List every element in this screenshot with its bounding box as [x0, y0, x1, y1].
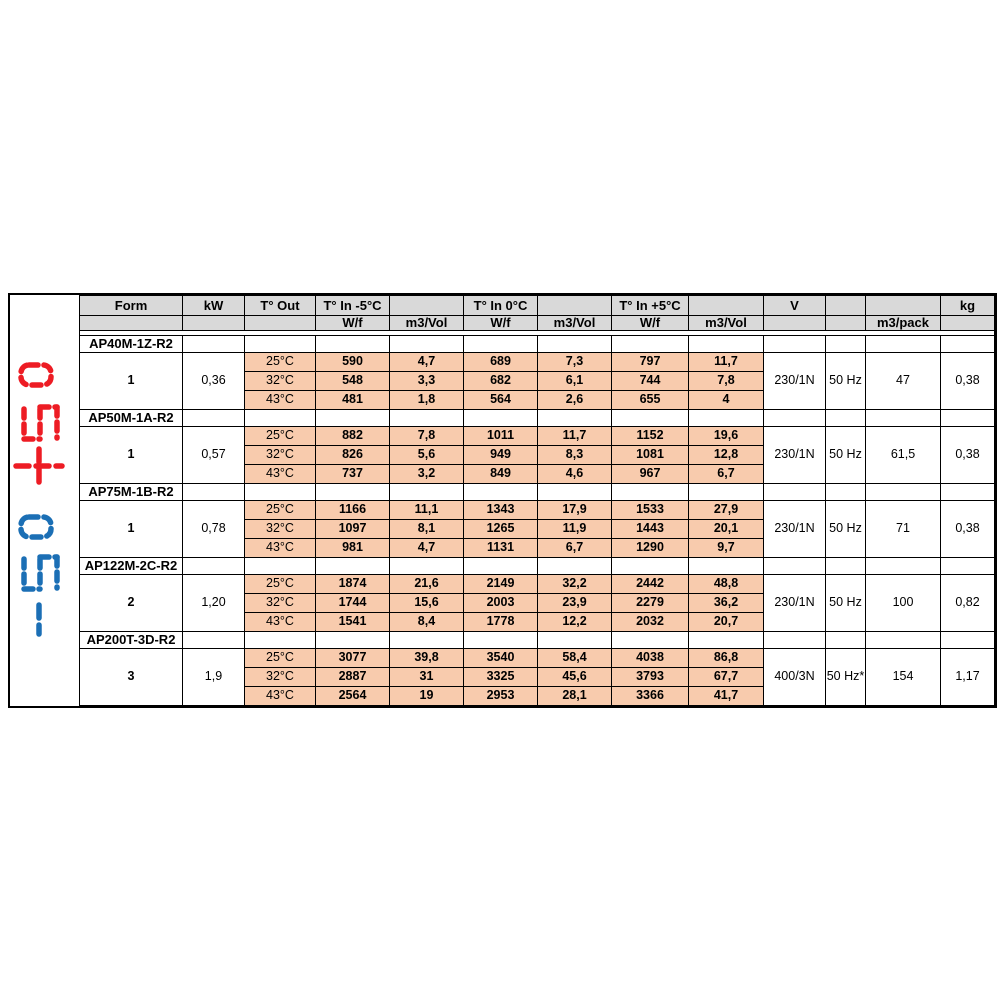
m3pack-cell: 154	[866, 648, 941, 705]
wf-minus5-cell: 2887	[316, 667, 390, 686]
wf-0-cell: 1131	[464, 538, 538, 557]
model-row-empty-cell	[390, 483, 464, 500]
kg-cell: 0,38	[941, 352, 995, 409]
model-row	[80, 557, 995, 574]
header-cell: T° In +5°C	[612, 296, 689, 316]
wf-minus5-cell: 481	[316, 390, 390, 409]
m3vol-plus5-cell: 12,8	[689, 445, 764, 464]
wf-plus5-cell: 2279	[612, 593, 689, 612]
kw-cell: 0,36	[183, 352, 245, 409]
t-out-cell: 43°C	[245, 686, 316, 705]
model-row-empty-cell	[464, 409, 538, 426]
voltage-cell: 230/1N	[764, 426, 826, 483]
t-out-cell: 25°C	[245, 574, 316, 593]
voltage-cell: 230/1N	[764, 574, 826, 631]
model-name-cell: AP50M-1A-R2	[80, 409, 183, 426]
spec-table-body	[80, 330, 995, 705]
m3vol-0-cell: 4,6	[538, 464, 612, 483]
m3pack-cell: 47	[866, 352, 941, 409]
model-row-empty-cell	[464, 335, 538, 352]
model-row-empty-cell	[538, 631, 612, 648]
header-cell: m3/Vol	[538, 316, 612, 331]
wf-plus5-cell: 2442	[612, 574, 689, 593]
header-cell-empty	[538, 296, 612, 316]
model-row-empty-cell	[689, 409, 764, 426]
t-out-cell: 43°C	[245, 538, 316, 557]
header-cell: m3/Vol	[390, 316, 464, 331]
degree-symbol	[21, 365, 51, 385]
header-cell: W/f	[464, 316, 538, 331]
frequency-cell: 50 Hz	[826, 574, 866, 631]
form-cell: 1	[80, 426, 183, 483]
temp-row	[80, 648, 995, 667]
header-cell-empty	[80, 316, 183, 331]
form-cell: 1	[80, 500, 183, 557]
model-row-empty-cell	[245, 409, 316, 426]
model-name-cell: AP200T-3D-R2	[80, 631, 183, 648]
model-row-empty-cell	[390, 409, 464, 426]
m3vol-0-cell: 23,9	[538, 593, 612, 612]
header-cell: kg	[941, 296, 995, 316]
m3vol-0-cell: 6,1	[538, 371, 612, 390]
m3vol-0-cell: 7,3	[538, 352, 612, 371]
kw-cell: 1,20	[183, 574, 245, 631]
model-row	[80, 409, 995, 426]
voltage-cell: 230/1N	[764, 352, 826, 409]
header-cell: W/f	[612, 316, 689, 331]
header-cell-empty	[764, 316, 826, 331]
model-row-empty-cell	[245, 335, 316, 352]
model-row-empty-cell	[689, 335, 764, 352]
model-row-empty-cell	[464, 557, 538, 574]
model-row-empty-cell	[316, 631, 390, 648]
m3vol-plus5-cell: 20,1	[689, 519, 764, 538]
header-cell-empty	[826, 316, 866, 331]
m3vol-plus5-cell: 4	[689, 390, 764, 409]
wf-0-cell: 682	[464, 371, 538, 390]
m3vol-0-cell: 32,2	[538, 574, 612, 593]
frequency-cell: 50 Hz	[826, 426, 866, 483]
wf-plus5-cell: 1443	[612, 519, 689, 538]
m3vol-minus5-cell: 21,6	[390, 574, 464, 593]
frequency-cell: 50 Hz	[826, 352, 866, 409]
m3vol-0-cell: 17,9	[538, 500, 612, 519]
model-row	[80, 631, 995, 648]
m3vol-0-cell: 12,2	[538, 612, 612, 631]
model-row-empty-cell	[826, 409, 866, 426]
model-row-empty-cell	[538, 409, 612, 426]
kw-cell: 1,9	[183, 648, 245, 705]
wf-plus5-cell: 744	[612, 371, 689, 390]
wf-0-cell: 2149	[464, 574, 538, 593]
kg-cell: 0,38	[941, 426, 995, 483]
model-row-empty-cell	[538, 483, 612, 500]
model-row-empty-cell	[464, 631, 538, 648]
header-cell: Form	[80, 296, 183, 316]
wf-minus5-cell: 590	[316, 352, 390, 371]
m3vol-minus5-cell: 8,4	[390, 612, 464, 631]
model-row-empty-cell	[941, 335, 995, 352]
model-row-empty-cell	[183, 557, 245, 574]
form-cell: 3	[80, 648, 183, 705]
wf-plus5-cell: 1290	[612, 538, 689, 557]
m3vol-minus5-cell: 7,8	[390, 426, 464, 445]
model-row-empty-cell	[316, 409, 390, 426]
wf-0-cell: 2003	[464, 593, 538, 612]
wf-minus5-cell: 2564	[316, 686, 390, 705]
model-row-empty-cell	[464, 483, 538, 500]
m3vol-minus5-cell: 4,7	[390, 352, 464, 371]
m3vol-0-cell: 11,7	[538, 426, 612, 445]
t-out-cell: 25°C	[245, 352, 316, 371]
plus-5-degrees-icon	[13, 361, 65, 489]
header-cell: m3/Vol	[689, 316, 764, 331]
model-row-empty-cell	[764, 557, 826, 574]
model-row-empty-cell	[245, 631, 316, 648]
wf-0-cell: 3325	[464, 667, 538, 686]
m3vol-minus5-cell: 19	[390, 686, 464, 705]
temperature-range-strip	[10, 295, 79, 706]
degree-symbol	[21, 517, 51, 537]
model-row-empty-cell	[866, 335, 941, 352]
model-row-empty-cell	[183, 631, 245, 648]
m3pack-cell: 100	[866, 574, 941, 631]
model-row-empty-cell	[941, 557, 995, 574]
wf-0-cell: 689	[464, 352, 538, 371]
t-out-cell: 25°C	[245, 648, 316, 667]
header-cell: m3/pack	[866, 316, 941, 331]
kg-cell: 1,17	[941, 648, 995, 705]
m3vol-minus5-cell: 5,6	[390, 445, 464, 464]
wf-plus5-cell: 797	[612, 352, 689, 371]
digit-5	[24, 407, 57, 439]
wf-minus5-cell: 1097	[316, 519, 390, 538]
model-row-empty-cell	[245, 557, 316, 574]
model-row-empty-cell	[316, 557, 390, 574]
m3vol-minus5-cell: 3,3	[390, 371, 464, 390]
header-cell: T° In 0°C	[464, 296, 538, 316]
m3vol-minus5-cell: 1,8	[390, 390, 464, 409]
header-cell-empty	[826, 296, 866, 316]
m3vol-plus5-cell: 86,8	[689, 648, 764, 667]
voltage-cell: 230/1N	[764, 500, 826, 557]
wf-minus5-cell: 882	[316, 426, 390, 445]
model-row-empty-cell	[689, 557, 764, 574]
wf-0-cell: 849	[464, 464, 538, 483]
m3vol-plus5-cell: 6,7	[689, 464, 764, 483]
m3vol-plus5-cell: 20,7	[689, 612, 764, 631]
m3pack-cell: 61,5	[866, 426, 941, 483]
form-cell: 1	[80, 352, 183, 409]
m3vol-0-cell: 8,3	[538, 445, 612, 464]
wf-minus5-cell: 3077	[316, 648, 390, 667]
model-row-empty-cell	[538, 335, 612, 352]
model-row-empty-cell	[866, 483, 941, 500]
m3vol-minus5-cell: 8,1	[390, 519, 464, 538]
model-row-empty-cell	[866, 557, 941, 574]
header-cell-empty	[866, 296, 941, 316]
model-row-empty-cell	[245, 483, 316, 500]
m3vol-minus5-cell: 4,7	[390, 538, 464, 557]
m3vol-0-cell: 2,6	[538, 390, 612, 409]
model-row-empty-cell	[764, 631, 826, 648]
kw-cell: 0,57	[183, 426, 245, 483]
model-row-empty-cell	[941, 631, 995, 648]
kg-cell: 0,82	[941, 574, 995, 631]
m3vol-plus5-cell: 48,8	[689, 574, 764, 593]
model-row-empty-cell	[866, 631, 941, 648]
t-out-cell: 32°C	[245, 445, 316, 464]
model-row-empty-cell	[390, 335, 464, 352]
t-out-cell: 25°C	[245, 500, 316, 519]
model-row-empty-cell	[390, 631, 464, 648]
m3vol-0-cell: 11,9	[538, 519, 612, 538]
model-name-cell: AP75M-1B-R2	[80, 483, 183, 500]
model-row-empty-cell	[183, 335, 245, 352]
model-row-empty-cell	[941, 483, 995, 500]
wf-0-cell: 3540	[464, 648, 538, 667]
model-row-empty-cell	[612, 409, 689, 426]
header-row-2	[80, 316, 995, 331]
spec-table-head	[80, 296, 995, 331]
wf-0-cell: 2953	[464, 686, 538, 705]
model-row-empty-cell	[689, 483, 764, 500]
m3vol-plus5-cell: 67,7	[689, 667, 764, 686]
header-cell-empty	[245, 316, 316, 331]
m3vol-plus5-cell: 41,7	[689, 686, 764, 705]
t-out-cell: 25°C	[245, 426, 316, 445]
model-row-empty-cell	[183, 483, 245, 500]
header-cell-empty	[183, 316, 245, 331]
model-row-empty-cell	[826, 483, 866, 500]
m3vol-plus5-cell: 19,6	[689, 426, 764, 445]
t-out-cell: 32°C	[245, 593, 316, 612]
model-row-empty-cell	[612, 483, 689, 500]
wf-plus5-cell: 3366	[612, 686, 689, 705]
header-cell: T° In -5°C	[316, 296, 390, 316]
m3vol-plus5-cell: 36,2	[689, 593, 764, 612]
wf-0-cell: 1011	[464, 426, 538, 445]
header-row-1	[80, 296, 995, 316]
m3vol-plus5-cell: 27,9	[689, 500, 764, 519]
model-name-cell: AP40M-1Z-R2	[80, 335, 183, 352]
wf-0-cell: 1778	[464, 612, 538, 631]
t-out-cell: 32°C	[245, 371, 316, 390]
digit-5	[24, 557, 57, 589]
wf-plus5-cell: 967	[612, 464, 689, 483]
m3vol-minus5-cell: 39,8	[390, 648, 464, 667]
model-row-empty-cell	[826, 335, 866, 352]
model-row-empty-cell	[316, 335, 390, 352]
header-cell: kW	[183, 296, 245, 316]
header-cell-empty	[941, 316, 995, 331]
voltage-cell: 400/3N	[764, 648, 826, 705]
m3vol-plus5-cell: 9,7	[689, 538, 764, 557]
t-out-cell: 43°C	[245, 464, 316, 483]
frequency-cell: 50 Hz	[826, 500, 866, 557]
wf-minus5-cell: 1744	[316, 593, 390, 612]
model-name-cell: AP122M-2C-R2	[80, 557, 183, 574]
model-row-empty-cell	[826, 631, 866, 648]
minus-5-degrees-icon	[13, 513, 65, 637]
header-cell-empty	[390, 296, 464, 316]
plus-sign	[16, 449, 62, 483]
model-row-empty-cell	[612, 335, 689, 352]
wf-plus5-cell: 1533	[612, 500, 689, 519]
m3vol-minus5-cell: 11,1	[390, 500, 464, 519]
model-row-empty-cell	[612, 631, 689, 648]
t-out-cell: 32°C	[245, 519, 316, 538]
wf-minus5-cell: 737	[316, 464, 390, 483]
t-out-cell: 43°C	[245, 390, 316, 409]
model-row	[80, 335, 995, 352]
kg-cell: 0,38	[941, 500, 995, 557]
model-row-empty-cell	[390, 557, 464, 574]
header-cell: W/f	[316, 316, 390, 331]
model-row-empty-cell	[538, 557, 612, 574]
temp-row	[80, 426, 995, 445]
model-row-empty-cell	[941, 409, 995, 426]
m3vol-plus5-cell: 7,8	[689, 371, 764, 390]
header-cell: V	[764, 296, 826, 316]
model-row-empty-cell	[316, 483, 390, 500]
m3vol-0-cell: 6,7	[538, 538, 612, 557]
model-row-empty-cell	[826, 557, 866, 574]
temp-row	[80, 352, 995, 371]
model-row-empty-cell	[183, 409, 245, 426]
frequency-cell: 50 Hz*	[826, 648, 866, 705]
wf-0-cell: 949	[464, 445, 538, 464]
m3vol-plus5-cell: 11,7	[689, 352, 764, 371]
m3pack-cell: 71	[866, 500, 941, 557]
wf-0-cell: 1265	[464, 519, 538, 538]
m3vol-minus5-cell: 15,6	[390, 593, 464, 612]
header-cell-empty	[689, 296, 764, 316]
spec-table	[79, 295, 995, 706]
spec-table-frame	[8, 293, 997, 708]
wf-0-cell: 564	[464, 390, 538, 409]
model-row-empty-cell	[764, 335, 826, 352]
temp-row	[80, 500, 995, 519]
model-row-empty-cell	[764, 409, 826, 426]
wf-minus5-cell: 1874	[316, 574, 390, 593]
m3vol-0-cell: 58,4	[538, 648, 612, 667]
temp-row	[80, 574, 995, 593]
wf-minus5-cell: 548	[316, 371, 390, 390]
m3vol-0-cell: 45,6	[538, 667, 612, 686]
wf-plus5-cell: 3793	[612, 667, 689, 686]
m3vol-0-cell: 28,1	[538, 686, 612, 705]
model-row-empty-cell	[764, 483, 826, 500]
wf-plus5-cell: 655	[612, 390, 689, 409]
wf-minus5-cell: 1166	[316, 500, 390, 519]
header-cell: T° Out	[245, 296, 316, 316]
model-row	[80, 483, 995, 500]
wf-plus5-cell: 1081	[612, 445, 689, 464]
wf-plus5-cell: 4038	[612, 648, 689, 667]
t-out-cell: 43°C	[245, 612, 316, 631]
m3vol-minus5-cell: 31	[390, 667, 464, 686]
wf-minus5-cell: 826	[316, 445, 390, 464]
m3vol-minus5-cell: 3,2	[390, 464, 464, 483]
model-row-empty-cell	[866, 409, 941, 426]
wf-minus5-cell: 981	[316, 538, 390, 557]
wf-plus5-cell: 2032	[612, 612, 689, 631]
wf-0-cell: 1343	[464, 500, 538, 519]
model-row-empty-cell	[689, 631, 764, 648]
wf-plus5-cell: 1152	[612, 426, 689, 445]
wf-minus5-cell: 1541	[316, 612, 390, 631]
t-out-cell: 32°C	[245, 667, 316, 686]
kw-cell: 0,78	[183, 500, 245, 557]
model-row-empty-cell	[612, 557, 689, 574]
form-cell: 2	[80, 574, 183, 631]
